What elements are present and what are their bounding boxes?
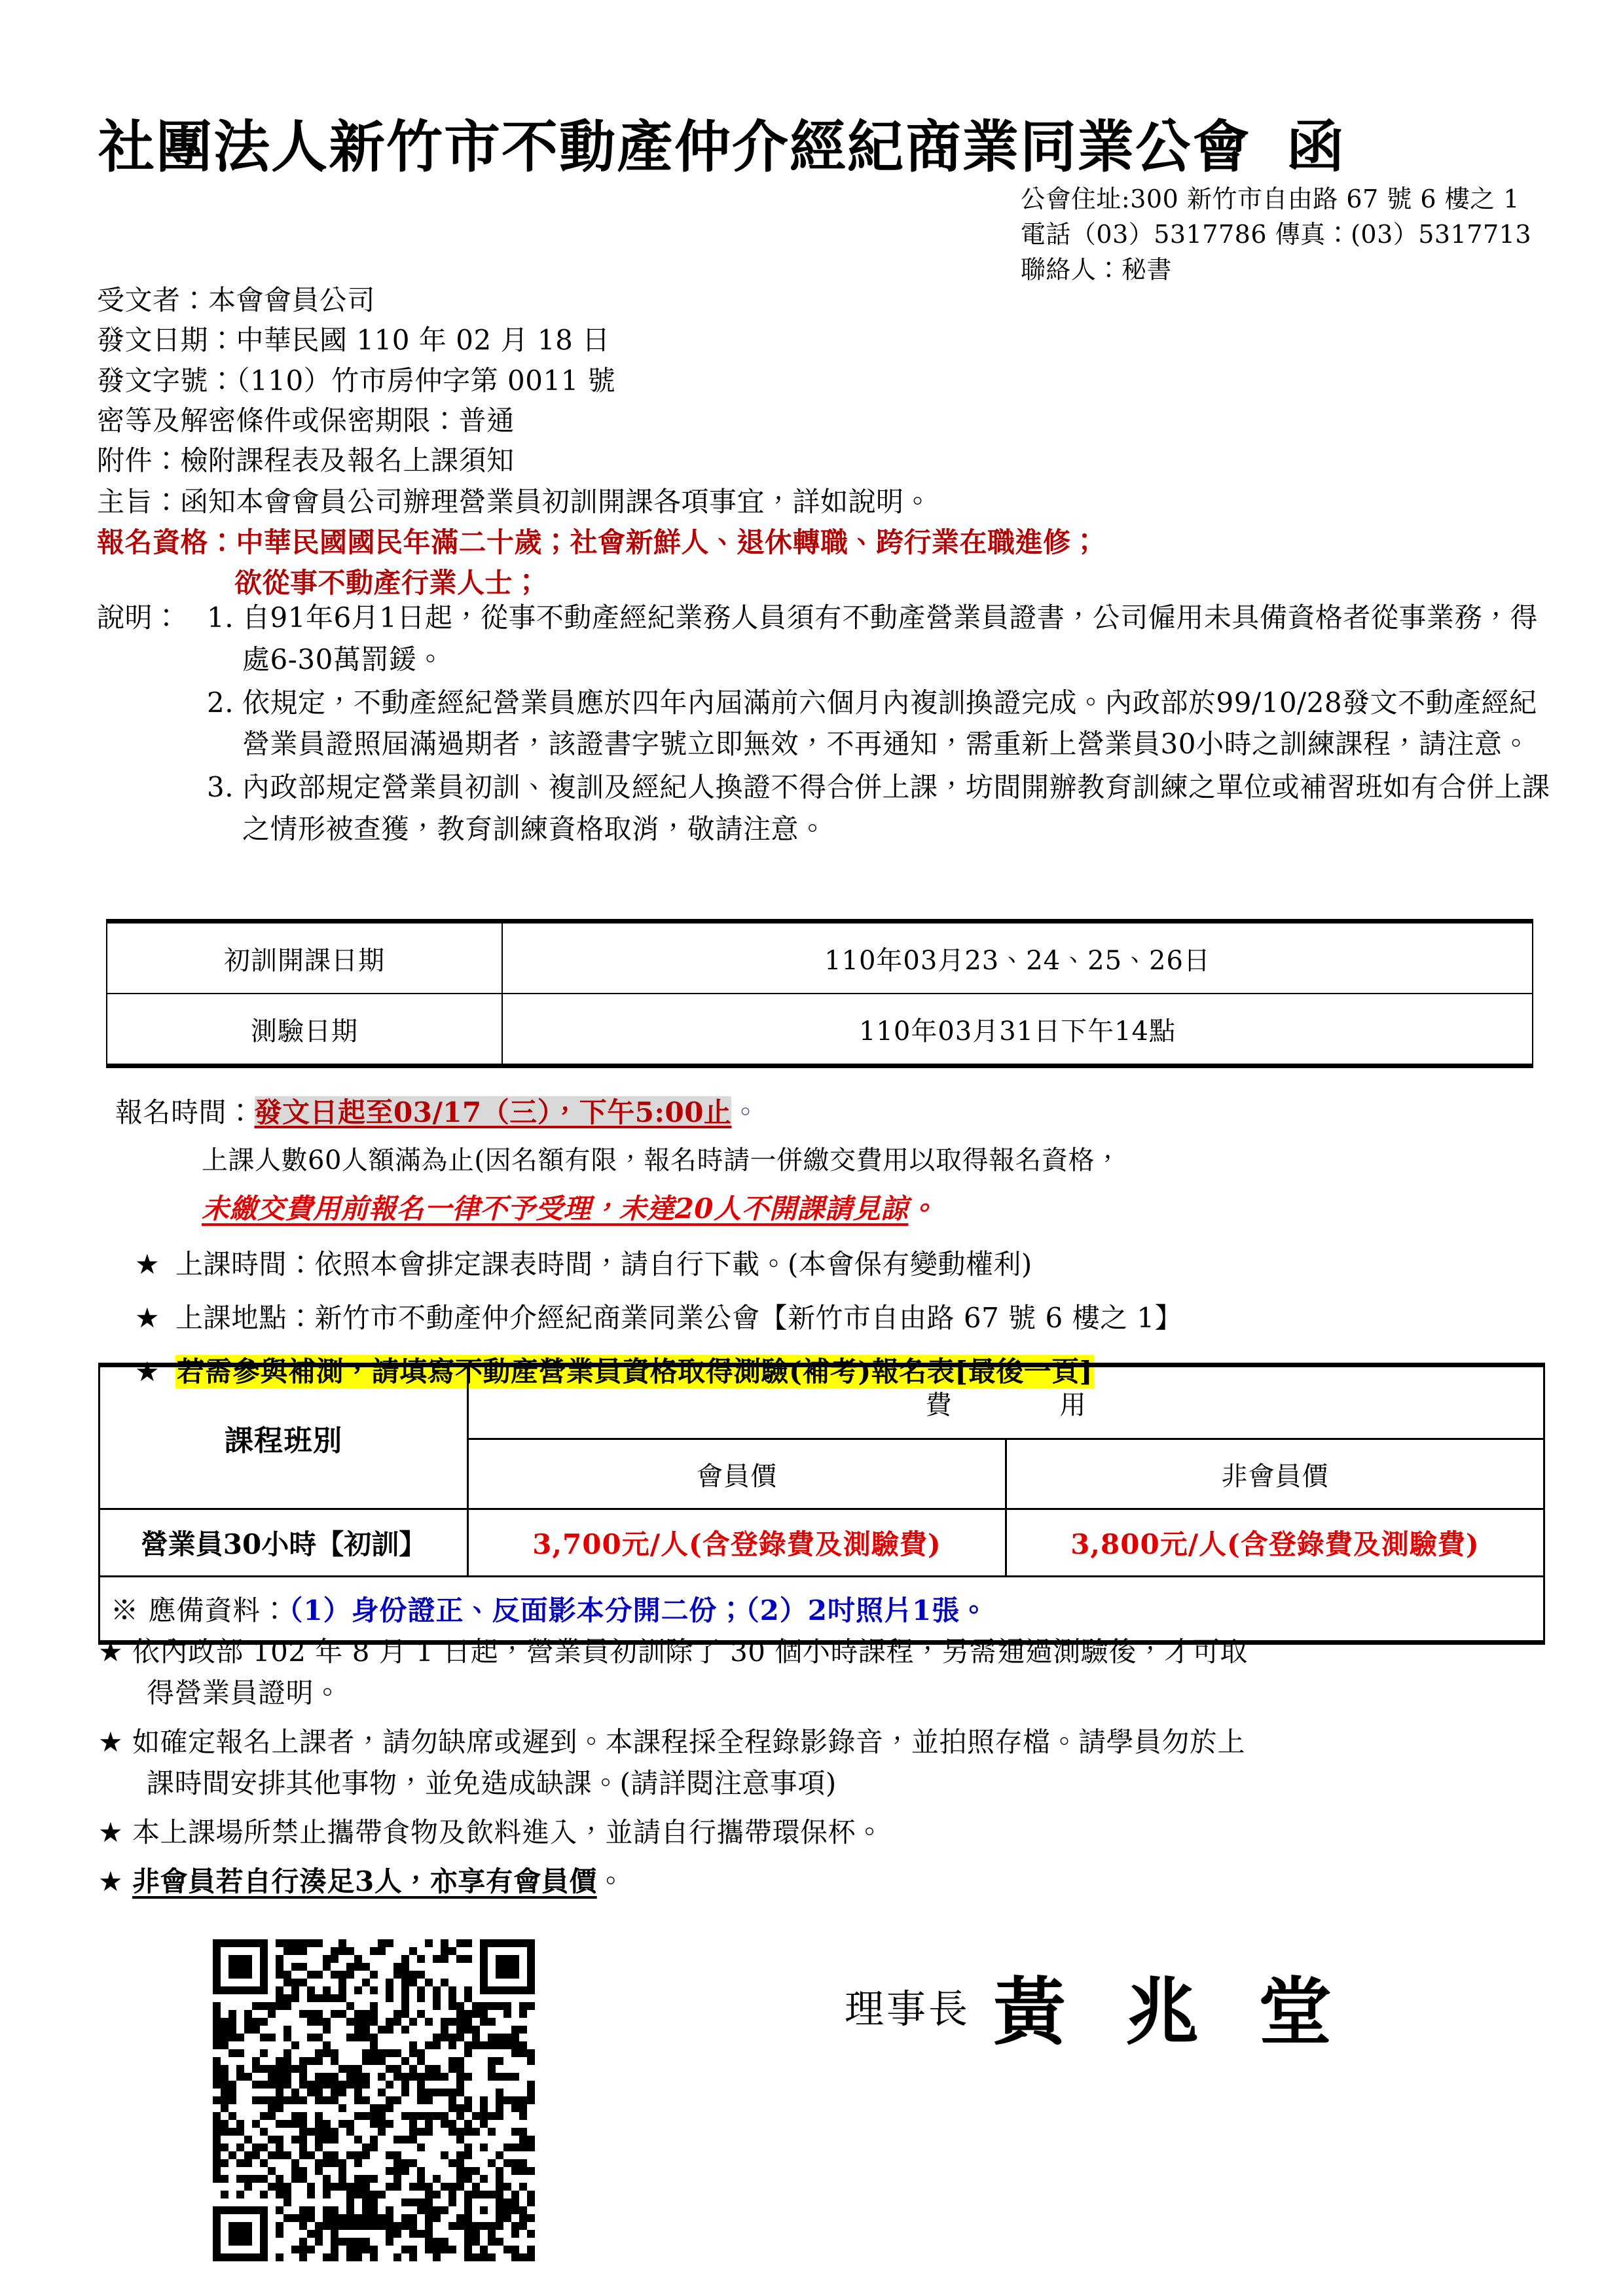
bottom-note-line-2: 得營業員證明。 <box>147 1677 342 1709</box>
registration-warning-text: 未繳交費用前報名一律不予受理，未達20人不開課請見諒 <box>202 1193 909 1225</box>
meta-issue-date: 發文日期：中華民國 110 年 02 月 18 日 <box>97 324 610 357</box>
signature-role: 理事長 <box>845 1986 970 2033</box>
fee-table-member-header: 會員價 <box>468 1439 1006 1509</box>
explanation-item-text: 自91年6月1日起，從事不動產經紀業務人員須有不動產營業員證書，公司僱用未具備資格者從事業務，得處6-30萬罰鍰。 <box>242 601 1538 675</box>
fee-table <box>98 1363 1545 1645</box>
star-icon: ★ <box>98 1636 124 1668</box>
explanation-label: 說明： <box>97 601 181 634</box>
registration-warning-tail: 。 <box>908 1193 936 1225</box>
fee-table-class-header: 課程班別 <box>100 1365 468 1509</box>
bottom-note-no-food <box>98 1812 1571 1853</box>
registration-label: 報名時間： <box>115 1096 255 1128</box>
date-row-label: 測驗日期 <box>107 994 502 1066</box>
table-row <box>107 994 1533 1066</box>
qualification-block <box>97 522 1570 603</box>
explanation-list <box>207 597 1557 850</box>
star-icon: ★ <box>98 1816 124 1848</box>
bottom-note-line-1: 依內政部 102 年 8 月 1 日起，營業員初訓除了 30 個小時課程，另需通過測驗後，才可取 <box>132 1636 1248 1668</box>
fee-table-fee-header: 費 用 <box>468 1365 1544 1439</box>
date-row-label: 初訓開課日期 <box>107 922 502 994</box>
fee-table-nonmember-header: 非會員價 <box>1006 1439 1544 1509</box>
meta-classification: 密等及解密條件或保密期限：普通 <box>97 404 515 437</box>
doc-type-label: 函 <box>1287 114 1345 180</box>
explanation-item-number: 3. <box>207 771 234 804</box>
required-docs-body: （1）身份證正、反面影本分開二份；（2）2吋照片1張。 <box>289 1594 989 1626</box>
list-item <box>207 766 1557 850</box>
list-item <box>207 682 1557 766</box>
star-note-text-highlighted: 若需參與補測，請填寫不動產營業員資格取得測驗(補考)報名表[最後一頁] <box>177 1355 1093 1388</box>
contact-person: 聯絡人：秘書 <box>1020 255 1172 284</box>
contact-block <box>1021 182 1531 288</box>
bottom-note-line-1: 本上課場所禁止攜帶食物及飲料進入，並請自行攜帶環保杯。 <box>132 1816 884 1848</box>
table-row <box>100 1365 1544 1439</box>
date-row-value: 110年03月31日下午14點 <box>502 994 1533 1066</box>
registration-warning <box>202 1188 1569 1229</box>
bottom-note-line-1: 如確定報名上課者，請勿缺席或遲到。本課程採全程錄影錄音，並拍照存檔。請學員勿於上 <box>132 1726 1246 1758</box>
bottom-note-certification <box>98 1631 1571 1713</box>
star-icon: ★ <box>135 1301 160 1334</box>
star-note-class-location <box>135 1297 1575 1339</box>
org-title-text: 社團法人新竹市不動產仲介經紀商業同業公會 <box>98 114 1250 180</box>
explanation-item-text: 依規定，不動產經紀營業員應於四年內屆滿前六個月內複訓換證完成。內政部於99/10/28發文不動產經紀營業員證照屆滿過期者，該證書字號立即無效，不再通知，需重新上營業員30小時之訓練課程，請注意。 <box>242 686 1537 761</box>
star-note-class-time <box>135 1244 1575 1285</box>
subject-line: 主旨：函知本會會員公司辦理營業員初訓開課各項事宜，詳如說明。 <box>97 486 932 518</box>
registration-deadline-line <box>115 1092 1569 1133</box>
registration-capacity-note: 上課人數60人額滿為止(因名額有限，報名時請一併繳交費用以取得報名資格， <box>202 1145 1122 1175</box>
fee-table-member-price: 3,700元/人(含登錄費及測驗費) <box>468 1509 1006 1577</box>
contact-phone-fax: 電話（03）5317786 傳真：(03）5317713 <box>1020 219 1531 249</box>
meta-recipient: 受文者：本會會員公司 <box>97 284 376 316</box>
bottom-note-attendance <box>98 1721 1571 1804</box>
fee-table-course-name: 營業員30小時【初訓】 <box>100 1509 468 1577</box>
signature-block <box>845 1954 1349 2059</box>
registration-deadline-highlight: 發文日起至03/17（三），下午5:00止 <box>254 1096 732 1128</box>
star-note-text: 上課地點：新竹市不動產仲介經紀商業同業公會【新竹市自由路 67 號 6 樓之 1】 <box>175 1301 1183 1334</box>
table-row <box>100 1509 1544 1577</box>
meta-attachment: 附件：檢附課程表及報名上課須知 <box>97 444 515 477</box>
explanation-item-number: 2. <box>207 686 234 719</box>
signature-name: 黃 兆 堂 <box>993 1969 1349 2055</box>
explanation-block <box>97 597 1557 852</box>
bottom-note-line-1: 非會員若自行湊足3人，亦享有會員價 <box>132 1865 597 1897</box>
qualification-line-2: 欲從事不動產行業人士； <box>234 567 541 600</box>
star-icon: ★ <box>135 1248 160 1280</box>
document-meta <box>97 280 615 481</box>
star-icon: ★ <box>135 1355 160 1388</box>
qr-code[interactable] <box>213 1939 535 2261</box>
bottom-note-tail: 。 <box>596 1865 625 1897</box>
fee-table-nonmember-price: 3,800元/人(含登錄費及測驗費) <box>1006 1509 1544 1577</box>
star-icon: ★ <box>98 1865 124 1897</box>
qualification-line-1: 報名資格：中華民國國民年滿二十歲；社會新鮮人、退休轉職、跨行業在職進修； <box>97 526 1099 558</box>
bottom-star-notes <box>98 1631 1571 1910</box>
required-docs-prefix: ※ 應備資料： <box>111 1594 289 1626</box>
page-title <box>98 101 1539 183</box>
bottom-note-group-discount <box>98 1861 1571 1902</box>
date-row-value: 110年03月23、24、25、26日 <box>502 922 1533 994</box>
course-date-table <box>106 919 1533 1068</box>
contact-address: 公會住址:300 新竹市自由路 67 號 6 樓之 1 <box>1020 185 1520 213</box>
explanation-item-text: 內政部規定營業員初訓、複訓及經紀人換證不得合併上課，坊間開辦教育訓練之單位或補習班如有合併上課之情形被查獲，教育訓練資格取消，敬請注意。 <box>242 771 1550 846</box>
explanation-item-number: 1. <box>207 601 234 634</box>
bottom-note-line-2: 課時間安排其他事物，並免造成缺課。(請詳閱注意事項) <box>147 1767 837 1799</box>
list-item <box>207 597 1557 681</box>
star-note-text: 上課時間：依照本會排定課表時間，請自行下載。(本會保有變動權利) <box>175 1248 1032 1280</box>
registration-block <box>115 1092 1569 1229</box>
table-row <box>107 922 1533 994</box>
meta-doc-number: 發文字號：（110）竹市房仲字第 0011 號 <box>97 364 616 397</box>
star-icon: ★ <box>98 1726 124 1758</box>
registration-deadline-period: 。 <box>731 1096 759 1128</box>
